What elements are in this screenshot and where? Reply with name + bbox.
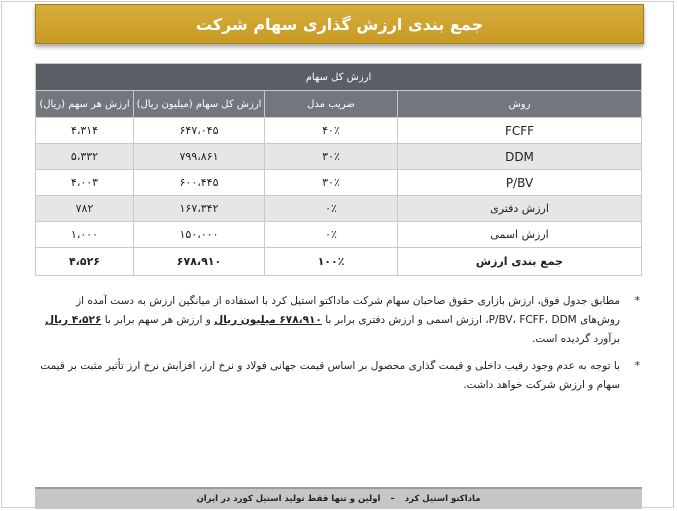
cell-total-value: ۱۶۷،۳۴۲	[134, 196, 265, 222]
cell-per-share: ۵،۳۳۲	[36, 144, 134, 170]
footer-bar	[35, 487, 642, 509]
cell-weight: ۴۰٪	[265, 118, 398, 144]
cell-total-value: ۱۵۰،۰۰۰	[134, 222, 265, 248]
cell-per-share: ۷۸۲	[36, 196, 134, 222]
footer-separator: –	[390, 494, 395, 504]
cell-method: ارزش دفتری	[398, 196, 642, 222]
table-group-header: ارزش کل سهام	[36, 64, 642, 91]
per-share-highlight: ۴،۵۲۶ ریال	[45, 314, 102, 326]
cell-weight: ۰٪	[265, 196, 398, 222]
asterisk-bullet-icon: *	[634, 295, 640, 307]
cell-total-value: ۷۹۹،۸۶۱	[134, 144, 265, 170]
cell-weight: ۰٪	[265, 222, 398, 248]
cell-total-value: ۶۰۰،۴۴۵	[134, 170, 265, 196]
cell-weight: ۱۰۰٪	[265, 248, 398, 276]
table-row	[36, 222, 642, 248]
cell-per-share: ۱،۰۰۰	[36, 222, 134, 248]
footer-slogan: اولین و تنها فقط تولید استیل کورد در ایران	[196, 494, 381, 504]
cell-per-share: ۴،۳۱۴	[36, 118, 134, 144]
cell-total-value: ۶۷۸،۹۱۰	[134, 248, 265, 276]
table-header-row	[36, 91, 642, 118]
note-item	[40, 357, 640, 395]
notes-section	[40, 292, 640, 403]
cell-per-share: ۴،۰۰۳	[36, 170, 134, 196]
table-total-row	[36, 248, 642, 276]
cell-method: FCFF	[398, 118, 642, 144]
page-title: جمع بندی ارزش گذاری سهام شرکت	[35, 4, 644, 44]
footer-company: ماداکتو استیل کرد	[404, 494, 481, 504]
note-text: با توجه به عدم وجود رقیب داخلی و قیمت گذاری محصول بر اساس قیمت جهانی فولاد و نرخ ارز، افزایش نرخ ارز تأثیر مثبت بر قیمت سهام و ارزش شرکت خواهد داشت.	[40, 360, 620, 391]
column-header-weight: ضریب مدل	[265, 91, 398, 118]
note-text: و ارزش هر سهم برابر با	[104, 314, 211, 326]
table-group-header-row	[36, 64, 642, 91]
asterisk-bullet-icon: *	[634, 360, 640, 372]
cell-total-value: ۶۴۷،۰۴۵	[134, 118, 265, 144]
total-value-highlight: ۶۷۸،۹۱۰ میلیون ریال	[214, 314, 322, 326]
cell-method: DDM	[398, 144, 642, 170]
table-row	[36, 170, 642, 196]
cell-method: ارزش اسمی	[398, 222, 642, 248]
note-item	[40, 292, 640, 349]
column-header-total-value: ارزش کل سهام (میلیون ریال)	[134, 91, 265, 118]
valuation-table	[35, 63, 642, 276]
table-row	[36, 196, 642, 222]
cell-per-share: ۴،۵۲۶	[36, 248, 134, 276]
cell-weight: ۳۰٪	[265, 144, 398, 170]
cell-method: P/BV	[398, 170, 642, 196]
cell-method: جمع بندی ارزش	[398, 248, 642, 276]
column-header-method: روش	[398, 91, 642, 118]
table-row	[36, 118, 642, 144]
note-text: برآورد گردیده است.	[532, 333, 620, 345]
column-header-per-share: ارزش هر سهم (ریال)	[36, 91, 134, 118]
table-row	[36, 144, 642, 170]
cell-weight: ۳۰٪	[265, 170, 398, 196]
note-text: مطابق جدول فوق، ارزش بازاری حقوق صاحبان سهام شرکت ماداکتو استیل کرد با استفاده از میانگین ارزش به دست آمده از روش‌های P/BV، FCFF، DDM، ارزش اسمی و ارزش دفتری برابر با	[76, 295, 620, 326]
